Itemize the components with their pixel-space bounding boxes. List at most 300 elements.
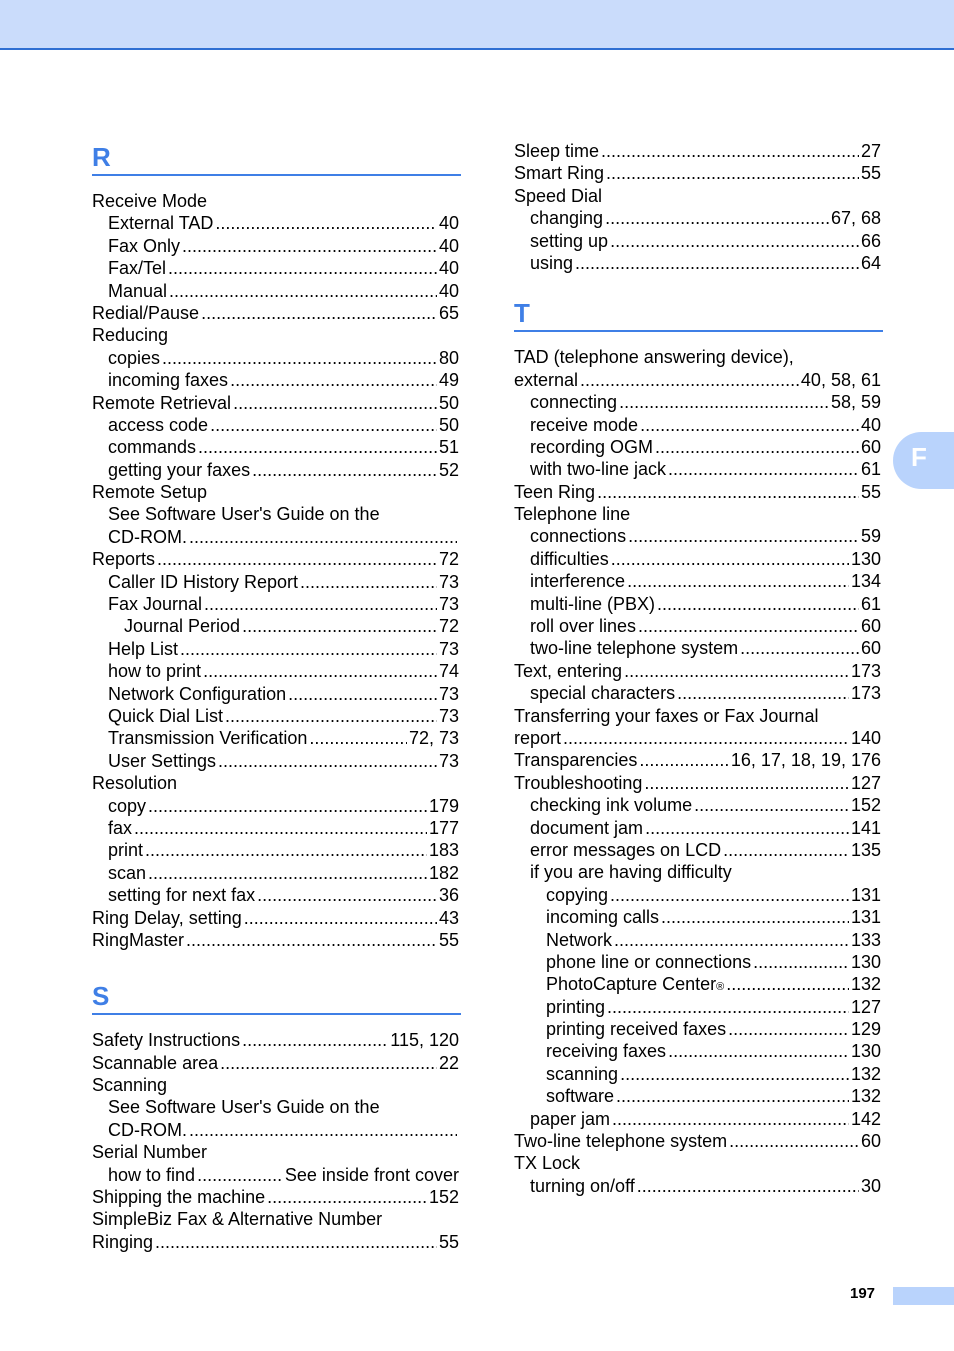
index-entry-page: 58, 59 <box>830 392 881 413</box>
index-entry-term: print <box>108 840 144 861</box>
index-entry <box>514 727 883 749</box>
index-entry-term: using <box>530 252 574 273</box>
dot-leader <box>611 548 849 570</box>
index-entry-page: 141 <box>850 817 881 838</box>
dot-leader <box>242 615 437 637</box>
index-entry <box>92 1119 461 1141</box>
dot-leader <box>182 235 437 257</box>
index-entry-term: Shipping the machine <box>92 1187 266 1208</box>
index-entry-term: software <box>546 1086 615 1107</box>
dot-leader <box>729 1130 859 1152</box>
dot-leader <box>639 749 728 771</box>
dot-leader <box>563 727 849 749</box>
index-entry <box>92 1096 461 1118</box>
index-entry-term: Reducing <box>92 325 169 346</box>
index-entry-term: Redial/Pause <box>92 302 200 323</box>
index-entry-page: 173 <box>850 660 881 681</box>
index-entry-term: Fax/Tel <box>108 258 167 279</box>
dot-leader <box>157 548 437 570</box>
index-entry-term: Network <box>546 929 613 950</box>
index-entry-page: 72 <box>438 616 459 637</box>
index-entry <box>92 660 461 682</box>
index-entry <box>514 637 883 659</box>
index-entry-page: 40 <box>438 235 459 256</box>
index-entry <box>92 548 461 570</box>
dot-leader <box>198 436 437 458</box>
index-entry-term: two-line telephone system <box>530 638 739 659</box>
dot-leader <box>220 1052 437 1074</box>
dot-leader <box>186 929 437 951</box>
index-entry-page: 60 <box>860 1131 881 1152</box>
index-entry-term: Resolution <box>92 773 178 794</box>
dot-leader <box>169 280 437 302</box>
index-entry-term: connecting <box>530 392 618 413</box>
index-entry-term: Sleep time <box>514 141 600 161</box>
index-entry <box>514 1175 883 1197</box>
dot-leader <box>601 140 859 162</box>
index-column-right <box>514 140 883 1197</box>
index-entry <box>514 1108 883 1130</box>
index-entry-term: Scannable area <box>92 1052 219 1073</box>
dot-leader <box>580 369 799 391</box>
index-entry <box>514 414 883 436</box>
index-entry-page: 27 <box>860 141 881 161</box>
index-entry-page: 50 <box>438 414 459 435</box>
index-entry <box>514 503 883 525</box>
index-entry-page: 65 <box>438 302 459 323</box>
index-entry-page: 16, 17, 18, 19, 176 <box>730 750 881 771</box>
index-entry-page: 72, 73 <box>408 728 459 749</box>
index-entry-term: difficulties <box>530 548 609 569</box>
index-entry-page: 152 <box>428 1187 459 1208</box>
index-entry-term: connections <box>530 526 627 547</box>
index-entry-term: SimpleBiz Fax & Alternative Number <box>92 1209 383 1230</box>
index-entry-term: RingMaster <box>92 929 185 950</box>
index-entry-page: 130 <box>850 1041 881 1062</box>
index-entry <box>92 459 461 481</box>
section-t-entries <box>514 346 883 1197</box>
index-entry <box>514 525 883 547</box>
index-entry <box>92 750 461 772</box>
dot-leader <box>614 929 849 951</box>
index-entry <box>92 414 461 436</box>
index-entry-page: 73 <box>438 638 459 659</box>
index-entry-term: getting your faxes <box>108 459 251 480</box>
index-entry-term: Scanning <box>92 1075 168 1096</box>
index-entry <box>92 347 461 369</box>
index-entry-term: copy <box>108 795 147 816</box>
index-entry-page: 43 <box>438 907 459 928</box>
index-entry <box>92 257 461 279</box>
index-entry-term: TX Lock <box>514 1153 581 1174</box>
index-entry-term: report <box>514 727 562 748</box>
index-entry-page: 80 <box>438 347 459 368</box>
index-entry-term: turning on/off <box>530 1175 635 1196</box>
dot-leader <box>230 369 437 391</box>
index-entry-term: checking ink volume <box>530 795 693 816</box>
index-entry-page: 134 <box>850 571 881 592</box>
index-entry: PhotoCapture Center ® ..... 132 <box>514 973 883 995</box>
dot-leader <box>612 1108 849 1130</box>
index-entry-term: incoming faxes <box>108 370 229 391</box>
index-entry-page: 36 <box>438 885 459 906</box>
index-column-left <box>92 140 461 1253</box>
dot-leader <box>728 1018 849 1040</box>
dot-leader <box>645 817 849 839</box>
index-entry-term: See Software User's Guide on the <box>108 504 380 525</box>
index-entry <box>92 1231 461 1253</box>
index-entry-term: Transmission Verification <box>108 728 308 749</box>
index-entry-term: Fax Journal <box>108 594 203 615</box>
section-letter-t: T <box>514 296 883 332</box>
index-entry-term: phone line or connections <box>546 951 752 972</box>
index-entry-page: 183 <box>428 840 459 861</box>
dot-leader <box>309 727 407 749</box>
index-entry <box>92 683 461 705</box>
index-entry <box>92 929 461 951</box>
index-entry <box>92 503 461 525</box>
index-entry-term: external <box>514 369 579 390</box>
index-entry <box>514 794 883 816</box>
index-entry-term: scanning <box>546 1063 619 1084</box>
index-entry-page: 55 <box>860 163 881 184</box>
index-entry <box>92 324 461 346</box>
index-entry <box>92 526 461 548</box>
index-entry-page: 152 <box>850 795 881 816</box>
index-entry-page: 129 <box>850 1019 881 1040</box>
index-entry-term: paper jam <box>530 1108 611 1129</box>
index-entry-page: 179 <box>428 795 459 816</box>
dot-leader <box>597 481 859 503</box>
index-entry <box>92 436 461 458</box>
dot-leader <box>740 637 859 659</box>
index-entry-term: Remote Setup <box>92 482 208 503</box>
index-entry <box>514 615 883 637</box>
index-entry-term: if you are having difficulty <box>530 862 732 883</box>
index-entry <box>92 1074 461 1096</box>
dot-leader <box>605 207 829 229</box>
index-entry <box>514 1018 883 1040</box>
dot-leader <box>215 212 437 234</box>
dot-leader <box>575 252 859 274</box>
index-entry-term: how to print <box>108 661 202 682</box>
dot-leader <box>300 571 437 593</box>
index-entry <box>92 615 461 637</box>
index-entry-page: 115, 120 <box>390 1030 459 1051</box>
index-entry-page: 60 <box>860 638 881 659</box>
index-entry <box>92 1164 461 1186</box>
index-entry <box>514 230 883 252</box>
index-entry-page: 132 <box>850 974 881 995</box>
index-entry-page: 30 <box>860 1175 881 1196</box>
index-entry <box>514 1085 883 1107</box>
index-entry-page: 67, 68 <box>830 208 881 229</box>
index-entry <box>514 369 883 391</box>
index-entry-term: Smart Ring <box>514 163 605 184</box>
dot-leader <box>162 347 437 369</box>
index-entry-term: setting for next fax <box>108 885 256 906</box>
index-entry-term: recording OGM <box>530 436 654 457</box>
index-entry-term: Fax Only <box>108 235 181 256</box>
index-entry-term: incoming calls <box>546 907 660 928</box>
index-entry-term: Telephone line <box>514 504 631 525</box>
side-tab-letter: F <box>911 442 927 472</box>
index-entry <box>514 1130 883 1152</box>
index-entry <box>92 795 461 817</box>
dot-leader <box>607 996 849 1018</box>
dot-leader <box>668 458 859 480</box>
index-entry-term: See Software User's Guide on the <box>108 1097 380 1118</box>
dot-leader <box>225 705 437 727</box>
dot-leader <box>606 162 859 184</box>
index-entry <box>92 1186 461 1208</box>
index-entry-page: See inside front cover <box>284 1164 459 1185</box>
index-entry-term: copying <box>546 884 609 905</box>
index-entry <box>514 140 883 162</box>
index-entry <box>92 369 461 391</box>
index-entry-page: 61 <box>860 593 881 614</box>
index-entry-term: commands <box>108 437 197 458</box>
index-entry-page: 127 <box>850 772 881 793</box>
index-entry <box>92 1029 461 1051</box>
index-entry-page: 64 <box>860 252 881 273</box>
index-entry-term: Remote Retrieval <box>92 392 232 413</box>
index-entry-page: 140 <box>850 727 881 748</box>
index-entry-term: CD-ROM. <box>108 1119 187 1140</box>
index-entry-page: 52 <box>438 459 459 480</box>
index-entry-page: 73 <box>438 705 459 726</box>
index-entry <box>514 1040 883 1062</box>
index-entry-page: 22 <box>438 1052 459 1073</box>
index-entry-page: 131 <box>850 907 881 928</box>
dot-leader <box>189 526 457 548</box>
index-entry-term: PhotoCapture Center <box>546 974 717 995</box>
index-entry <box>514 705 883 727</box>
index-entry-page: 60 <box>860 616 881 637</box>
index-entry <box>92 392 461 414</box>
dot-leader <box>637 1175 859 1197</box>
dot-leader <box>624 660 849 682</box>
index-entry-term: Caller ID History Report <box>108 571 299 592</box>
section-s-continued-entries <box>514 140 883 274</box>
index-entry <box>92 571 461 593</box>
index-entry <box>92 302 461 324</box>
index-entry <box>514 817 883 839</box>
dot-leader <box>267 1186 427 1208</box>
index-entry-term: Ringing <box>92 1231 154 1252</box>
dot-leader <box>616 1085 849 1107</box>
appendix-side-tab <box>893 432 954 489</box>
dot-leader <box>204 593 437 615</box>
index-entry-term: with two-line jack <box>530 459 667 480</box>
index-entry-page: 61 <box>860 459 881 480</box>
section-r-entries <box>92 190 461 951</box>
index-entry-page: 50 <box>438 392 459 413</box>
index-entry-term: how to find <box>108 1164 196 1185</box>
dot-leader <box>233 392 437 414</box>
index-entry-term: Transparencies <box>514 750 638 771</box>
index-entry-term: Network Configuration <box>108 683 287 704</box>
index-entry <box>514 481 883 503</box>
index-entry <box>514 682 883 704</box>
dot-leader <box>640 414 859 436</box>
index-entry-page: 173 <box>850 683 881 704</box>
index-entry <box>514 1152 883 1174</box>
index-entry <box>514 660 883 682</box>
dot-leader <box>610 884 849 906</box>
dot-leader <box>610 230 859 252</box>
index-entry <box>514 570 883 592</box>
index-entry-term: External TAD <box>108 213 214 234</box>
index-entry <box>514 996 883 1018</box>
index-entry-term: Text, entering <box>514 660 623 681</box>
index-entry <box>514 951 883 973</box>
index-entry <box>92 481 461 503</box>
index-entry-page: 40 <box>860 414 881 435</box>
dot-leader <box>252 459 437 481</box>
index-entry-term: fax <box>108 817 133 838</box>
index-entry <box>92 593 461 615</box>
dot-leader <box>620 1063 849 1085</box>
index-entry <box>92 862 461 884</box>
dot-leader <box>210 414 437 436</box>
index-entry-term: changing <box>530 208 604 229</box>
index-entry-term: Help List <box>108 638 179 659</box>
index-entry <box>92 907 461 929</box>
dot-leader <box>218 750 437 772</box>
index-entry-term: printing <box>546 996 606 1017</box>
index-entry-page: 40 <box>438 213 459 234</box>
index-entry-page: 177 <box>428 817 459 838</box>
index-entry <box>92 280 461 302</box>
dot-leader <box>134 817 427 839</box>
index-entry-term: Transferring your faxes or Fax Journal <box>514 705 819 726</box>
dot-leader <box>189 1119 457 1141</box>
index-entry-page: 49 <box>438 370 459 391</box>
index-entry <box>92 705 461 727</box>
index-entry-page: 66 <box>860 230 881 251</box>
index-entry-term: Two-line telephone system <box>514 1131 728 1152</box>
index-entry-term: Serial Number <box>92 1142 208 1163</box>
page-number-bar <box>893 1287 954 1305</box>
index-entry <box>514 861 883 883</box>
dot-leader <box>753 951 849 973</box>
dot-leader <box>657 593 859 615</box>
index-entry-page: 133 <box>850 929 881 950</box>
index-entry-page: 142 <box>850 1108 881 1129</box>
index-entry-page: 132 <box>850 1086 881 1107</box>
index-entry <box>92 235 461 257</box>
dot-leader <box>644 772 849 794</box>
dot-leader <box>203 660 437 682</box>
dot-leader <box>661 906 849 928</box>
section-letter-r: R <box>92 140 461 176</box>
index-entry-page: 40, 58, 61 <box>800 369 881 390</box>
index-entry-page: 60 <box>860 436 881 457</box>
index-entry-term: Receive Mode <box>92 191 208 211</box>
index-entry-term: setting up <box>530 230 609 251</box>
index-entry-term: copies <box>108 347 161 368</box>
index-entry-term: receiving faxes <box>546 1041 667 1062</box>
index-entry-page: 135 <box>850 839 881 860</box>
dot-leader <box>148 862 427 884</box>
dot-leader <box>619 391 829 413</box>
index-entry-term: TAD (telephone answering device), <box>514 347 794 368</box>
index-entry-term: Speed Dial <box>514 185 603 206</box>
dot-leader <box>677 682 849 704</box>
index-entry <box>514 548 883 570</box>
index-entry <box>92 190 461 212</box>
dot-leader <box>180 638 437 660</box>
index-entry <box>92 638 461 660</box>
dot-leader <box>655 436 859 458</box>
index-entry <box>514 749 883 771</box>
dot-leader <box>726 973 849 995</box>
index-entry <box>514 391 883 413</box>
index-entry <box>514 1063 883 1085</box>
index-entry <box>514 346 883 368</box>
index-entry <box>92 884 461 906</box>
index-entry-page: 40 <box>438 280 459 301</box>
index-entry-page: 55 <box>438 1231 459 1252</box>
index-entry <box>92 839 461 861</box>
index-entry-page: 127 <box>850 996 881 1017</box>
index-entry-term: Quick Dial List <box>108 705 224 726</box>
index-entry <box>514 252 883 274</box>
dot-leader <box>638 615 859 637</box>
dot-leader <box>155 1231 437 1253</box>
index-entry <box>514 929 883 951</box>
dot-leader <box>723 839 849 861</box>
index-entry-term: printing received faxes <box>546 1019 727 1040</box>
dot-leader <box>244 907 437 929</box>
dot-leader <box>168 257 437 279</box>
dot-leader <box>197 1164 283 1186</box>
index-entry <box>514 436 883 458</box>
index-entry <box>92 727 461 749</box>
index-entry <box>514 772 883 794</box>
index-entry-term: roll over lines <box>530 616 637 637</box>
index-entry <box>514 458 883 480</box>
index-entry <box>514 884 883 906</box>
index-entry <box>92 1141 461 1163</box>
index-entry <box>92 212 461 234</box>
index-entry-term: error messages on LCD <box>530 839 722 860</box>
index-entry-page: 59 <box>860 526 881 547</box>
dot-leader <box>242 1029 388 1051</box>
index-entry-term: Reports <box>92 549 156 570</box>
dot-leader <box>145 839 427 861</box>
index-entry-page: 40 <box>438 258 459 279</box>
dot-leader <box>201 302 437 324</box>
index-entry-term: Troubleshooting <box>514 772 643 793</box>
dot-leader <box>628 525 859 547</box>
index-entry-page: 132 <box>850 1063 881 1084</box>
index-entry <box>92 1052 461 1074</box>
index-entry <box>514 185 883 207</box>
header-band <box>0 0 954 50</box>
index-entry-page: 73 <box>438 594 459 615</box>
index-entry <box>92 772 461 794</box>
index-entry-term: Journal Period <box>124 616 241 637</box>
index-entry-term: multi-line (PBX) <box>530 593 656 614</box>
index-entry-term: Teen Ring <box>514 481 596 502</box>
dot-leader <box>627 570 849 592</box>
index-entry-term: Manual <box>108 280 168 301</box>
index-entry <box>92 817 461 839</box>
index-entry-term: access code <box>108 414 209 435</box>
index-entry <box>92 1208 461 1230</box>
